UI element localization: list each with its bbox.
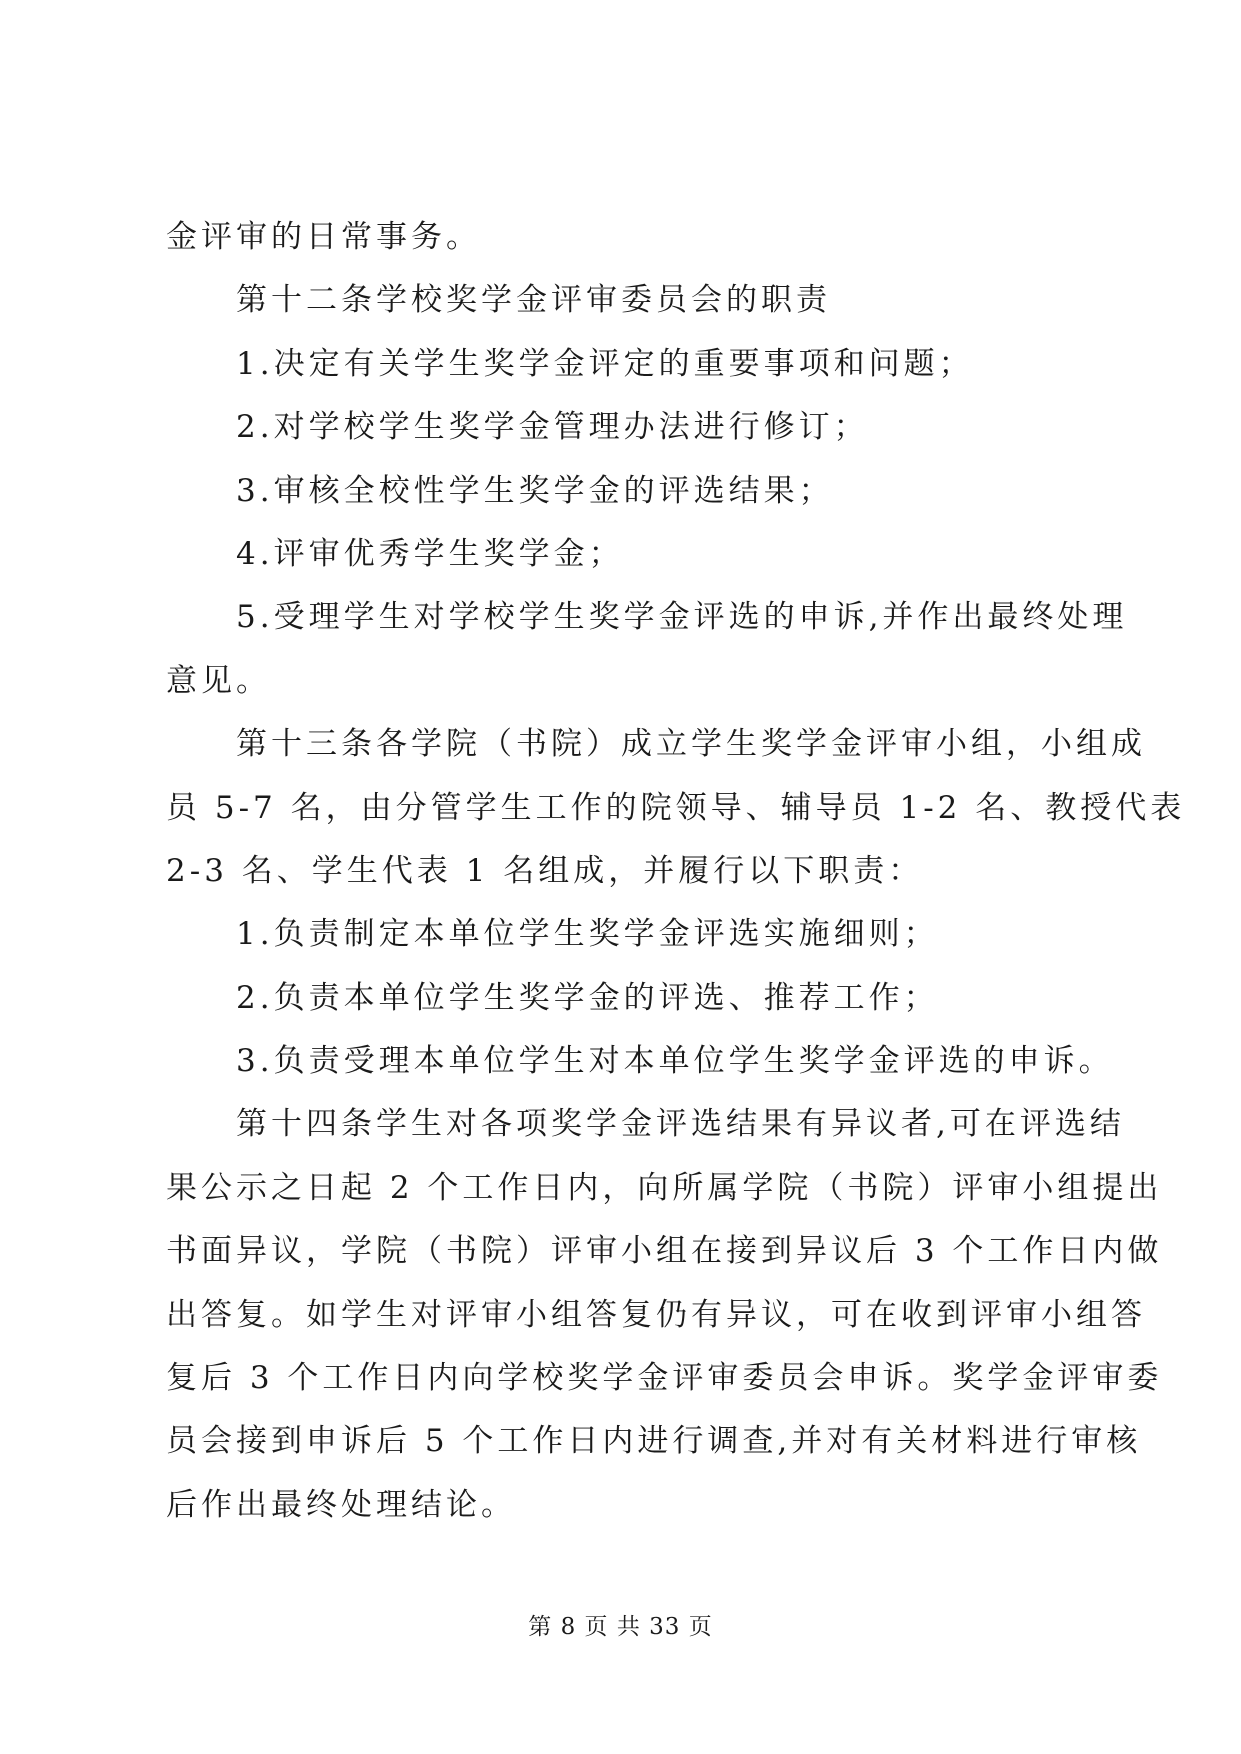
text-line-19: 复后 3 个工作日内向学校奖学金评审委员会申诉。奖学金评审委	[166, 1360, 1163, 1397]
text-line-21	[166, 1474, 1078, 1537]
line-text: 2-3 名、学生代表 1 名组成，并履行以下职责：	[166, 852, 924, 889]
text-line-8	[166, 650, 1078, 713]
article-heading: 第十二条学校奖学金评审委员会的职责	[236, 282, 831, 319]
text-line-14	[166, 1030, 1114, 1093]
list-item: 3.负责受理本单位学生对本单位学生奖学金评选的申诉。	[236, 1043, 1114, 1080]
text-line-5	[166, 460, 1078, 523]
text-line-15: 第十四条学生对各项奖学金评选结果有异议者,可在评选结	[236, 1106, 1125, 1143]
list-item: 2.对学校学生奖学金管理办法进行修订；	[236, 409, 869, 446]
list-item: 1.决定有关学生奖学金评定的重要事项和问题；	[236, 345, 974, 382]
text-line-7: 5.受理学生对学校学生奖学金评选的申诉,并作出最终处理	[236, 599, 1128, 636]
line-text: 意见。	[166, 662, 271, 699]
text-line-3	[166, 333, 1078, 396]
text-line-20: 员会接到申诉后 5 个工作日内进行调查,并对有关材料进行审核	[166, 1423, 1142, 1460]
text-line-16: 果公示之日起 2 个工作日内，向所属学院（书院）评审小组提出	[166, 1169, 1163, 1206]
text-line-12	[166, 903, 1078, 966]
list-item: 1.负责制定本单位学生奖学金评选实施细则；	[236, 916, 939, 953]
line-text: 后作出最终处理结论。	[166, 1486, 516, 1523]
text-line-2	[166, 269, 1078, 332]
text-line-6	[166, 523, 1078, 586]
text-line-17: 书面异议，学院（书院）评审小组在接到异议后 3 个工作日内做	[166, 1233, 1163, 1270]
text-line-13	[166, 967, 1078, 1030]
page-number-label: 第 8 页 共 33 页	[528, 1614, 713, 1640]
text-line-4	[166, 396, 1078, 459]
text-line-9: 第十三条各学院（书院）成立学生奖学金评审小组，小组成	[236, 726, 1146, 763]
text-line-1	[166, 206, 1078, 269]
list-item: 4.评审优秀学生奖学金；	[236, 535, 624, 572]
text-line-18: 出答复。如学生对评审小组答复仍有异议，可在收到评审小组答	[166, 1296, 1146, 1333]
document-body	[166, 206, 1186, 1537]
text-line-10: 员 5-7 名，由分管学生工作的院领导、辅导员 1-2 名、教授代表	[166, 789, 1186, 826]
text-line-11	[166, 840, 1078, 903]
page-footer	[0, 1608, 1241, 1641]
list-item: 2.负责本单位学生奖学金的评选、推荐工作；	[236, 979, 939, 1016]
list-item: 3.审核全校性学生奖学金的评选结果；	[236, 472, 834, 509]
line-text: 金评审的日常事务。	[166, 219, 481, 255]
